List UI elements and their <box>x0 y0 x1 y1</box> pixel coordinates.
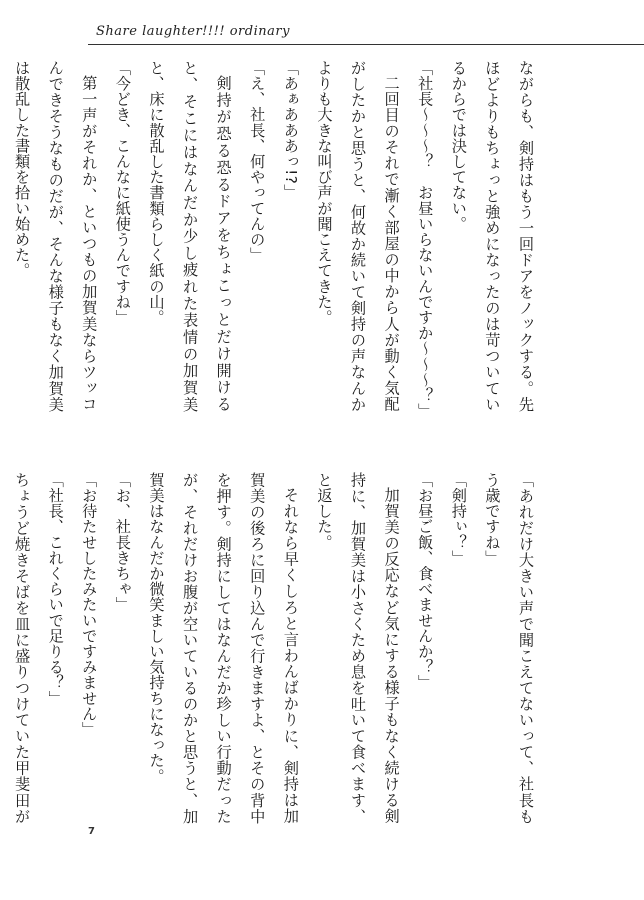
paragraph: 「あぁあああっ!?」 <box>281 60 300 200</box>
paragraph: 「今どき、こんなに紙使うんですね」 <box>113 60 132 326</box>
paragraph: 「社長〜〜〜？ お昼いらないんですか〜〜〜？」 <box>416 60 435 419</box>
paragraph: 「あれだけ大きい声で聞こえてないって、社長もう歳ですね」 <box>483 472 535 824</box>
paragraph: 「お昼ご飯、食べませんか？」 <box>416 472 435 691</box>
paragraph: 第一声がそれか、といつもの加賀美ならツッコんできそうなものだが、そんな様子もなく加賀美は散乱した書類を拾い始めた。 <box>13 60 99 412</box>
paragraph: 「社長、これくらいで足りる？」 <box>46 472 65 706</box>
text-block-lower <box>13 472 542 824</box>
text-block-upper <box>13 60 542 419</box>
paragraph: 「お待たせしたみたいですみません」 <box>80 472 99 738</box>
paragraph: 「剣持ぃ？」 <box>449 472 468 566</box>
paragraph: ながらも、剣持はもう一回ドアをノックする。先ほどよりもちょっと強めになったのは苛ついているからでは決してない。 <box>449 60 535 412</box>
paragraph <box>0 60 5 412</box>
paragraph: 二回目のそれで漸く部屋の中から人が動く気配がしたかと思うと、何故か続いて剣持の声なんかよりも大きな叫び声が聞こえてきた。 <box>315 60 401 412</box>
header-rule <box>88 44 644 45</box>
paragraph: 「お、社長きちゃ」 <box>113 472 132 613</box>
paragraph: 剣持が恐る恐るドアをちょこっとだけ開けると、そこにはなんだか少し疲れた表情の加賀美と、床に散乱した書類らしく紙の山。 <box>147 60 233 412</box>
paragraph: 「え、社長、何やってんの」 <box>248 60 267 263</box>
paragraph: ちょうど焼きそばを皿に盛りつけていた甲斐田が <box>13 472 32 824</box>
paragraph: 加賀美の反応など気にする様子もなく続ける剣持に、加賀美は小さくため息を吐いて食べます、と返した。 <box>315 472 401 824</box>
paragraph: それなら早くしろと言わんばかりに、剣持は加賀美の後ろに回り込んで行きますよ、とその背中を押す。剣持にしてはなんだか珍しい行動だったが、それだけお腹が空いているのかと思うと、加賀美はなんだか微笑ましい気持ちになった。 <box>147 472 300 824</box>
running-header: Share laughter!!!! ordinary <box>96 24 290 39</box>
page-number: 7 <box>88 826 95 837</box>
